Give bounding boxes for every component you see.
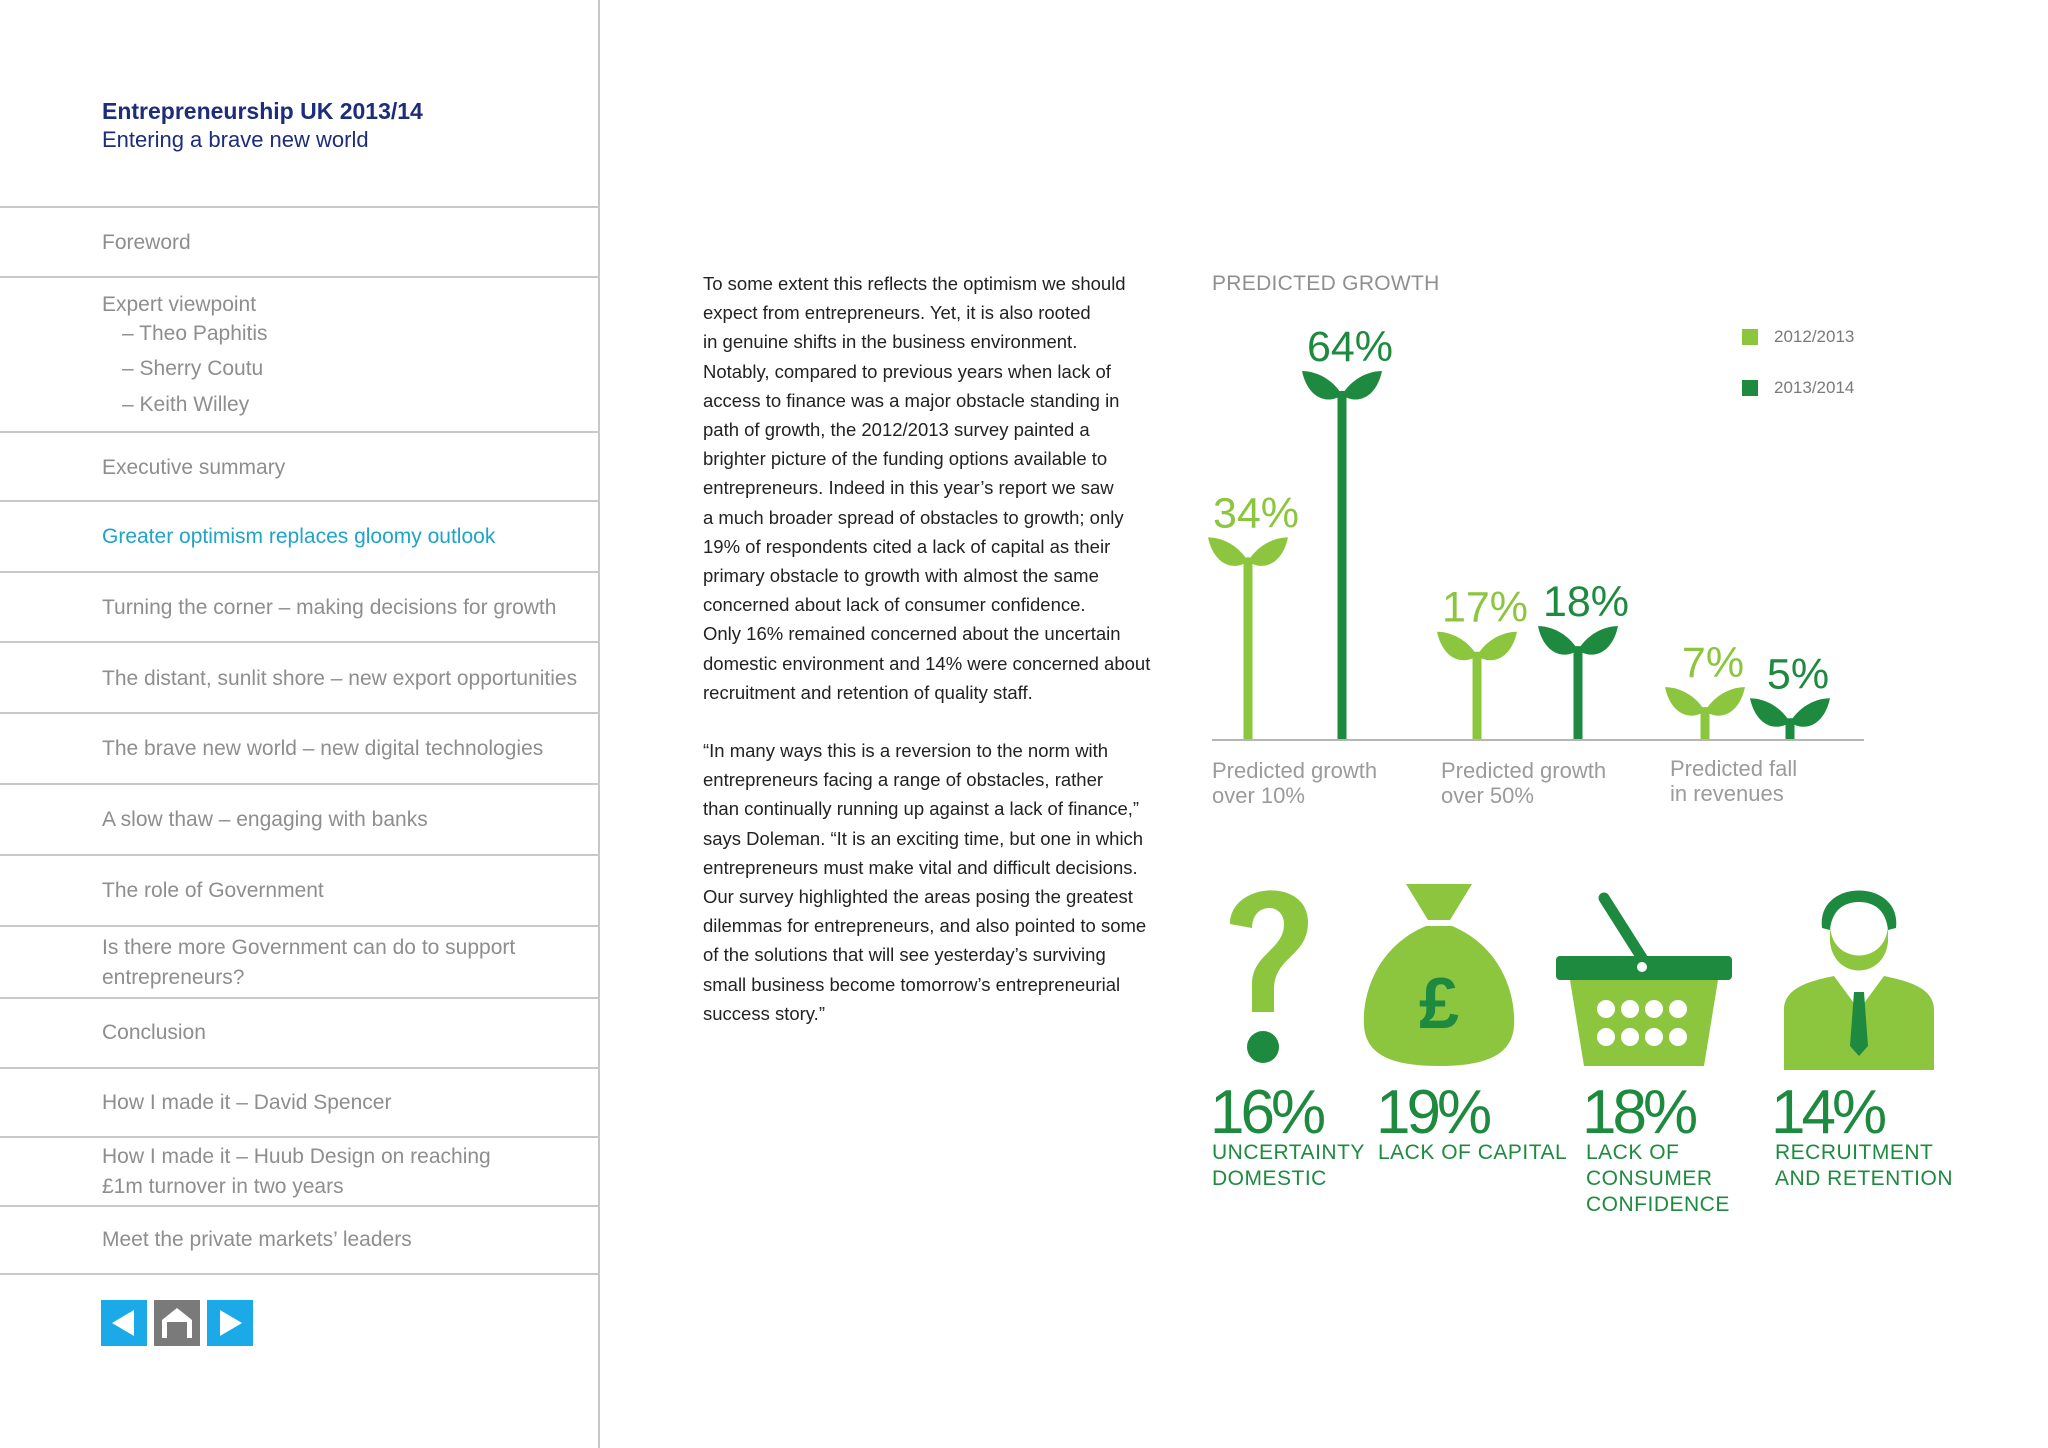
obstacle-label-line: CONSUMER xyxy=(1586,1167,1713,1190)
data-label: 18% xyxy=(1542,578,1630,627)
question-mark-icon xyxy=(1218,872,1318,1072)
leaf-icon xyxy=(1208,537,1248,566)
category-label-line: Predicted growth xyxy=(1441,758,1607,783)
data-label: 64% xyxy=(1306,323,1394,371)
body-text-line: Only 16% remained concerned about the uncertain xyxy=(703,623,1121,645)
nav-item-conclusion[interactable]: Conclusion xyxy=(102,1021,206,1044)
obstacle-label-consumer-confidence xyxy=(1586,1140,1730,1218)
body-text-line: a much broader spread of obstacles to growth; only xyxy=(703,506,1124,528)
nav-item-brave-new-world[interactable]: The brave new world – new digital technologies xyxy=(102,737,544,760)
nav-item-private-markets-leaders[interactable]: Meet the private markets’ leaders xyxy=(102,1228,412,1251)
leaf-icon xyxy=(1437,632,1477,661)
money-bag-icon xyxy=(1354,868,1524,1068)
body-text-line: primary obstacle to growth with almost the same xyxy=(703,565,1099,587)
nav-item-more-government[interactable] xyxy=(102,933,515,993)
leaf-icon xyxy=(1705,687,1745,716)
leaf-icon xyxy=(1477,632,1517,661)
nav-item-foreword[interactable]: Foreword xyxy=(102,231,191,254)
obstacle-value-uncertainty: 16% xyxy=(1210,1078,1323,1147)
body-text-line: small business become tomorrow’s entrepreneurial xyxy=(703,973,1121,995)
obstacle-label-line: CONFIDENCE xyxy=(1586,1193,1730,1216)
legend-label-2012-2013: 2012/2013 xyxy=(1774,327,1855,346)
obstacle-label-line: UNCERTAINTY xyxy=(1212,1141,1365,1164)
nav-item-more-government-line1: Is there more Government can do to support xyxy=(102,936,516,959)
leaf-icon xyxy=(1342,371,1382,400)
obstacle-label-recruitment xyxy=(1775,1140,1953,1192)
body-text-line: entrepreneurs must make vital and difficult decisions. xyxy=(703,856,1138,878)
nav-divider xyxy=(0,997,600,999)
sidebar xyxy=(0,0,600,1448)
leaf-icon xyxy=(1302,371,1342,400)
obstacle-label-uncertainty xyxy=(1212,1140,1365,1192)
category-label-line: Predicted growth xyxy=(1212,758,1378,783)
data-label: 7% xyxy=(1681,639,1745,688)
nav-divider xyxy=(0,500,600,502)
body-text-line: concerned about lack of consumer confidence. xyxy=(703,594,1086,616)
nav-divider xyxy=(0,1273,600,1275)
body-text-line: dilemmas for entrepreneurs, and also pointed to some xyxy=(703,915,1147,937)
nav-divider xyxy=(0,712,600,714)
body-text-line: “In many ways this is a reversion to the norm with xyxy=(703,740,1109,761)
nav-item-more-government-line2: entrepreneurs? xyxy=(102,966,245,989)
obstacle-value-recruitment: 14% xyxy=(1771,1078,1884,1147)
body-text-line: entrepreneurs facing a range of obstacles, rather xyxy=(703,769,1104,791)
arrow-left-icon xyxy=(101,1300,147,1346)
document-subtitle: Entering a brave new world xyxy=(102,127,369,152)
home-icon xyxy=(154,1300,200,1346)
nav-item-turning-the-corner[interactable]: Turning the corner – making decisions for growth xyxy=(102,596,557,619)
home-button[interactable] xyxy=(154,1300,200,1346)
data-label: 5% xyxy=(1766,650,1830,699)
legend-label-2013-2014: 2013/2014 xyxy=(1774,378,1855,397)
nav-item-david-spencer[interactable]: How I made it – David Spencer xyxy=(102,1091,392,1114)
body-text-line: path of growth, the 2012/2013 survey painted a xyxy=(703,419,1090,441)
nav-subitem-theo-paphitis[interactable]: – Theo Paphitis xyxy=(122,322,268,345)
body-text-line: success story.” xyxy=(703,1002,825,1024)
nav-divider xyxy=(0,641,600,643)
nav-divider xyxy=(0,1067,600,1069)
nav-subitem-keith-willey[interactable]: – Keith Willey xyxy=(122,393,250,416)
body-paragraph-1 xyxy=(703,269,1183,707)
category-label-line: over 10% xyxy=(1212,783,1305,808)
nav-item-slow-thaw[interactable]: A slow thaw – engaging with banks xyxy=(102,808,428,831)
nav-divider xyxy=(0,206,600,208)
obstacle-value-consumer-confidence: 18% xyxy=(1582,1078,1695,1147)
nav-item-expert-viewpoint[interactable]: Expert viewpoint xyxy=(102,293,257,316)
category-label-fall-in-revenues xyxy=(1670,756,1797,806)
nav-divider xyxy=(0,276,600,278)
body-text-line: than continually running up against a lack of finance,” xyxy=(703,798,1140,820)
obstacle-label-line: AND RETENTION xyxy=(1775,1167,1954,1190)
nav-divider xyxy=(0,571,600,573)
leaf-icon xyxy=(1750,698,1790,727)
body-text-line: access to finance was a major obstacle standing in xyxy=(703,389,1120,411)
nav-divider xyxy=(0,1136,600,1138)
obstacle-label-capital xyxy=(1378,1140,1567,1166)
svg-text:£: £ xyxy=(1418,964,1460,1044)
category-label-growth-over-50 xyxy=(1441,758,1606,808)
next-page-button[interactable] xyxy=(207,1300,253,1346)
obstacle-label-line: DOMESTIC xyxy=(1212,1167,1327,1190)
body-text-line: brighter picture of the funding options available to xyxy=(703,448,1108,470)
leaf-icon xyxy=(1248,537,1288,566)
previous-page-button[interactable] xyxy=(101,1300,147,1346)
body-text-line: domestic environment and 14% were concerned about xyxy=(703,652,1151,674)
body-text-line: says Doleman. “It is an exciting time, but one in which xyxy=(703,827,1144,849)
nav-item-huub-design-line2: £1m turnover in two years xyxy=(102,1175,344,1198)
body-text-line: 19% of respondents cited a lack of capital as their xyxy=(703,535,1111,557)
leaf-icon xyxy=(1538,626,1578,655)
body-text-line: Our survey highlighted the areas posing the greatest xyxy=(703,886,1133,908)
obstacle-label-line: LACK OF xyxy=(1586,1141,1680,1164)
nav-divider xyxy=(0,431,600,433)
obstacle-value-capital: 19% xyxy=(1376,1078,1489,1147)
document-title: Entrepreneurship UK 2013/14 xyxy=(102,98,423,124)
body-text-line: expect from entrepreneurs. Yet, it is also rooted xyxy=(703,302,1091,324)
nav-item-huub-design-line1: How I made it – Huub Design on reaching xyxy=(102,1145,491,1168)
category-label-growth-over-10 xyxy=(1212,758,1377,808)
nav-divider xyxy=(0,783,600,785)
obstacle-label-line: LACK OF CAPITAL xyxy=(1378,1141,1568,1164)
body-text-line: of the solutions that will see yesterday’s surviving xyxy=(703,944,1106,966)
body-text-line: Notably, compared to previous years when lack of xyxy=(703,360,1111,382)
body-paragraph-2-quote xyxy=(703,736,1183,1028)
nav-subitem-sherry-coutu[interactable]: – Sherry Coutu xyxy=(122,357,264,380)
predicted-growth-chart xyxy=(1200,300,1880,820)
nav-item-distant-sunlit-shore[interactable]: The distant, sunlit shore – new export opportunities xyxy=(102,667,578,690)
body-text-line: entrepreneurs. Indeed in this year’s report we saw xyxy=(703,477,1114,499)
category-label-line: in revenues xyxy=(1670,781,1784,806)
data-label: 34% xyxy=(1212,489,1300,538)
nav-item-greater-optimism[interactable]: Greater optimism replaces gloomy outlook xyxy=(102,525,496,548)
body-text-line: in genuine shifts in the business environment. xyxy=(703,331,1078,353)
body-text-line: To some extent this reflects the optimism we should xyxy=(703,273,1126,294)
arrow-right-icon xyxy=(207,1300,253,1346)
businessman-icon xyxy=(1774,870,1944,1070)
nav-divider xyxy=(0,925,600,927)
leaf-icon xyxy=(1578,626,1618,655)
data-label: 17% xyxy=(1441,583,1529,632)
shopping-basket-icon xyxy=(1554,890,1734,1070)
nav-item-role-of-government[interactable]: The role of Government xyxy=(102,879,324,902)
nav-item-huub-design[interactable] xyxy=(102,1142,491,1202)
obstacle-label-line: RECRUITMENT xyxy=(1775,1141,1934,1164)
body-text-line: recruitment and retention of quality staff. xyxy=(703,681,1033,703)
nav-divider xyxy=(0,1205,600,1207)
nav-item-executive-summary[interactable]: Executive summary xyxy=(102,456,286,479)
leaf-icon xyxy=(1665,687,1705,716)
category-label-line: Predicted fall xyxy=(1670,756,1798,781)
category-label-line: over 50% xyxy=(1441,783,1534,808)
chart-title: PREDICTED GROWTH xyxy=(1212,272,1440,295)
leaf-icon xyxy=(1790,698,1830,727)
nav-divider xyxy=(0,854,600,856)
